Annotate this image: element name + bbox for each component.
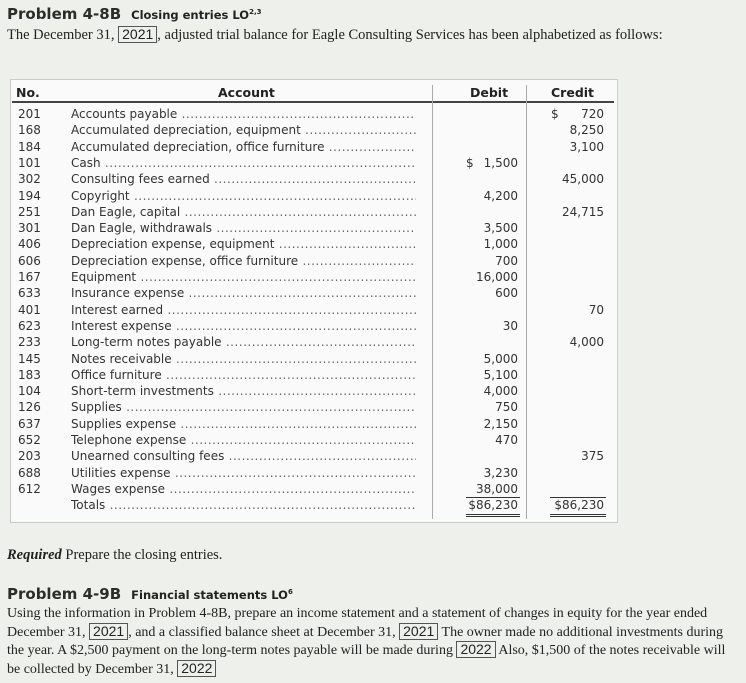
table-row — [0, 270, 746, 286]
account-name: Interest earned ..... — [71, 303, 416, 317]
account-number: 101 — [18, 155, 41, 170]
double-underline — [550, 516, 606, 517]
required-line — [7, 547, 222, 564]
account-name: Office furniture ..... — [71, 368, 416, 382]
account-number: 406 — [18, 237, 41, 252]
table-row — [0, 221, 746, 237]
account-number: 194 — [18, 188, 41, 203]
account-name: Telephone expense ..... — [71, 433, 416, 447]
debit-amount: $86,230 — [468, 498, 518, 513]
header-account: Account — [218, 85, 275, 100]
account-name: Supplies ..... — [71, 400, 416, 414]
year-box: 2021 — [399, 623, 438, 640]
debit-amount: 1,500 — [483, 155, 518, 170]
problem-9b-heading — [7, 585, 293, 604]
debit-amount: 3,230 — [483, 465, 518, 480]
account-number: 183 — [18, 367, 41, 382]
problem-9b-text: Using the information in Problem 4-8B, prepare an income statement and a statement of changes in equity for the year ended December 31, 2021 , and a classified balance sheet at December 31, 2021 The owner made no additional investments during the year. A $2,500 payment on the long-term notes payable will be made during 2022 Also, $1,500 of the notes receivable will be collected by December 31, 2022 — [7, 606, 726, 677]
problem-8b-title: Problem 4-8B — [7, 5, 122, 23]
debit-amount: 1,000 — [483, 237, 518, 252]
problem-8b-heading — [7, 5, 261, 24]
debit-amount: 470 — [495, 433, 518, 447]
account-name: Utilities expense ..... — [71, 466, 416, 480]
account-name: Unearned consulting fees ..... — [71, 449, 416, 463]
debit-amount: 700 — [495, 253, 518, 268]
account-name: Depreciation expense, office furniture ..... — [71, 254, 416, 268]
header-no: No. — [16, 85, 40, 100]
table-row — [0, 498, 746, 514]
required-label: Required — [7, 547, 62, 563]
account-name: Dan Eagle, withdrawals ..... — [71, 221, 416, 235]
account-number: 652 — [18, 433, 41, 447]
double-underline — [550, 514, 606, 515]
table-row — [0, 303, 746, 319]
debit-amount: 4,200 — [483, 188, 518, 203]
account-name: Equipment ..... — [71, 270, 416, 284]
account-number: 633 — [18, 286, 41, 301]
problem-9b-title: Problem 4-9B — [7, 585, 122, 603]
debit-amount: 38,000 — [476, 481, 518, 496]
table-row — [0, 140, 746, 156]
account-name: Supplies expense ..... — [71, 417, 416, 431]
account-name: Accumulated depreciation, equipment ..... — [71, 123, 416, 137]
credit-amount: 8,250 — [569, 123, 604, 138]
table-row — [0, 433, 746, 449]
double-underline — [466, 514, 520, 515]
account-number: 145 — [18, 351, 41, 366]
account-number: 126 — [18, 400, 41, 415]
account-name: Insurance expense ..... — [71, 286, 416, 300]
required-text: Prepare the closing entries. — [65, 547, 223, 563]
account-number: 606 — [18, 253, 41, 268]
table-row — [0, 205, 746, 221]
account-number: 301 — [18, 221, 41, 236]
credit-amount: 375 — [581, 449, 604, 464]
table-row — [0, 417, 746, 433]
credit-amount: 70 — [588, 302, 604, 317]
account-number: 201 — [18, 107, 41, 121]
credit-amount: $86,230 — [554, 498, 604, 513]
account-name: Interest expense ..... — [71, 319, 416, 333]
account-number: 167 — [18, 270, 41, 284]
table-row — [0, 352, 746, 368]
credit-amount: 45,000 — [562, 172, 604, 187]
double-underline — [466, 516, 520, 517]
debit-amount: 5,000 — [483, 351, 518, 366]
account-name: Accounts payable ..... — [71, 107, 416, 121]
year-box: 2021 — [89, 623, 128, 640]
table-row — [0, 482, 746, 498]
debit-amount: 750 — [495, 400, 518, 415]
account-name: Dan Eagle, capital ..... — [71, 205, 416, 219]
year-box: 2022 — [456, 641, 495, 658]
account-number: 637 — [18, 416, 41, 431]
table-row — [0, 189, 746, 205]
table-row — [0, 335, 746, 351]
debit-amount: 16,000 — [476, 270, 518, 284]
debit-amount: 600 — [495, 286, 518, 301]
year-box: 2021 — [118, 26, 157, 43]
account-name: Short-term investments ..... — [71, 384, 416, 398]
account-number: 233 — [18, 335, 41, 350]
account-number: 401 — [18, 302, 41, 317]
problem-9b-subtitle: Financial statements — [131, 588, 268, 602]
account-name: Notes receivable ..... — [71, 352, 416, 366]
account-name: Accumulated depreciation, office furniture ..... — [71, 140, 416, 154]
table-row — [0, 123, 746, 139]
debit-amount: 5,100 — [483, 367, 518, 382]
problem-8b-intro: The December 31, 2021 , adjusted trial balance for Eagle Consulting Services has been alphabetized as follows: — [7, 26, 663, 43]
account-name: Totals ..... — [71, 498, 416, 512]
account-number: 168 — [18, 123, 41, 138]
table-row — [0, 384, 746, 400]
account-name: Copyright ..... — [71, 189, 416, 203]
header-debit: Debit — [470, 85, 509, 100]
account-number: 184 — [18, 139, 41, 154]
table-row — [0, 319, 746, 335]
currency-symbol: $ — [551, 107, 559, 121]
debit-amount: 30 — [502, 318, 518, 333]
account-name: Depreciation expense, equipment ..... — [71, 237, 416, 251]
table-row — [0, 172, 746, 188]
currency-symbol: $ — [466, 155, 474, 170]
table-row — [0, 237, 746, 253]
credit-amount: 720 — [581, 107, 604, 121]
total-rule — [550, 497, 606, 498]
debit-amount: 3,500 — [483, 221, 518, 236]
table-row — [0, 368, 746, 384]
total-rule — [466, 497, 520, 498]
account-name: Cash ..... — [71, 156, 416, 170]
credit-amount: 3,100 — [569, 139, 604, 154]
account-number: 623 — [18, 318, 41, 333]
table-row — [0, 466, 746, 482]
table-row — [0, 286, 746, 302]
account-number: 302 — [18, 172, 41, 187]
credit-amount: 24,715 — [562, 204, 604, 219]
credit-amount: 4,000 — [569, 335, 604, 350]
problem-9b-lo: $LO^6$ — [271, 588, 293, 602]
problem-8b-lo: LO$^{2,3}$ — [232, 8, 262, 22]
account-name: Consulting fees earned ..... — [71, 172, 416, 186]
header-rule — [12, 101, 614, 103]
account-name: Long-term notes payable ..... — [71, 335, 416, 349]
debit-amount: 4,000 — [483, 384, 518, 399]
table-row — [0, 449, 746, 465]
account-number: 203 — [18, 449, 41, 464]
table-row — [0, 400, 746, 416]
account-number: 104 — [18, 384, 41, 399]
year-box: 2022 — [177, 660, 216, 677]
problem-8b-subtitle: Closing entries — [131, 8, 229, 22]
header-credit: Credit — [551, 85, 595, 100]
account-number: 612 — [18, 481, 41, 496]
account-name: Wages expense ..... — [71, 482, 416, 496]
account-number: 251 — [18, 204, 41, 219]
account-number: 688 — [18, 465, 41, 480]
debit-amount: 2,150 — [483, 416, 518, 431]
table-row — [0, 254, 746, 270]
